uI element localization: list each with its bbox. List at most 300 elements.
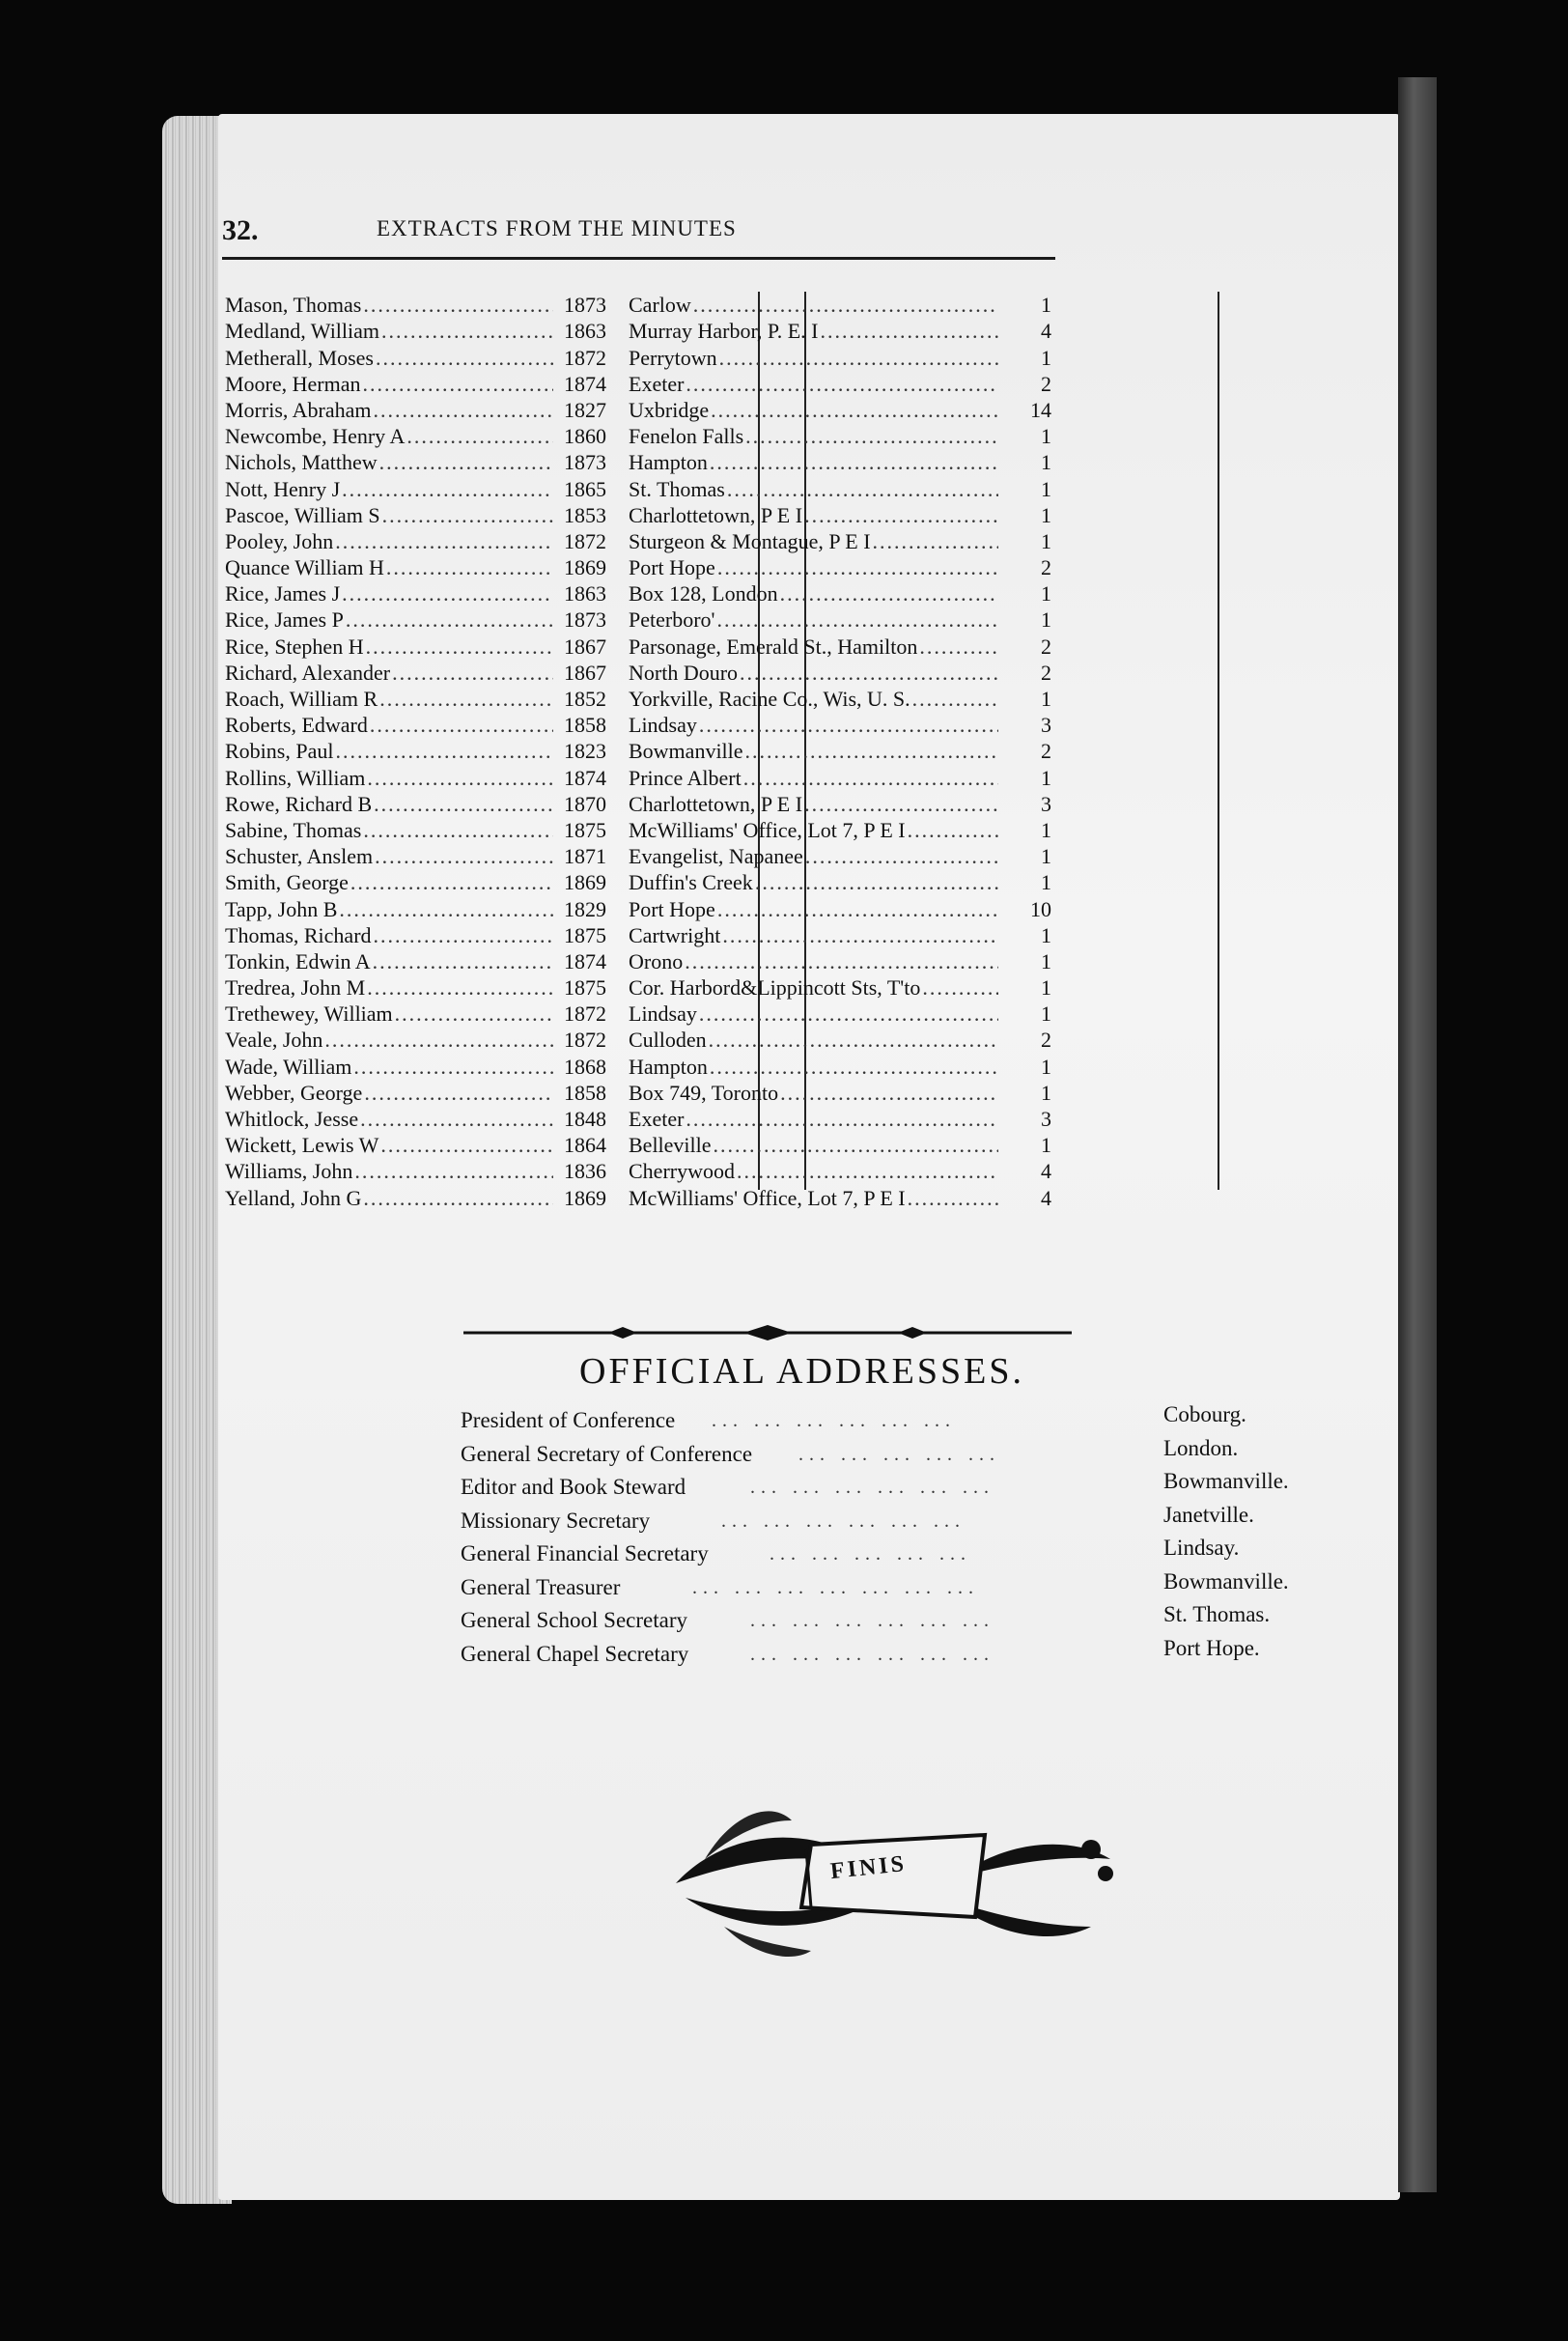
address-cell [617, 792, 998, 817]
official-role: General School Secretary [461, 1608, 688, 1632]
year: 1829 [564, 896, 606, 921]
address-cell [617, 687, 998, 712]
count: 1 [1041, 293, 1051, 318]
dot-leader [368, 713, 553, 738]
table-row [225, 633, 1065, 659]
address-cell [617, 1028, 998, 1053]
minister-name: Pooley, John [225, 528, 334, 553]
minister-name-cell [225, 1055, 553, 1080]
dot-leader [344, 607, 553, 633]
address-cell [617, 398, 998, 423]
count: 2 [1041, 555, 1051, 580]
year: 1863 [564, 319, 606, 344]
dot-leader [361, 372, 553, 397]
address: Box 749, Toronto [629, 1080, 779, 1105]
table-row [225, 1053, 1065, 1079]
table-row [225, 712, 1065, 738]
address: Cherrywood [629, 1159, 735, 1184]
year: 1873 [564, 607, 606, 633]
count: 1 [1041, 424, 1051, 449]
dot-leader [361, 818, 553, 843]
dot-leader [333, 529, 553, 554]
official-place: Cobourg. [1163, 1402, 1246, 1426]
address: Bowmanville [629, 739, 743, 764]
year: 1848 [564, 1107, 606, 1131]
address: Port Hope [629, 896, 715, 921]
dot-leader [743, 739, 998, 764]
year: 1875 [564, 922, 606, 947]
official-place: Bowmanville. [1163, 1568, 1289, 1594]
minister-name: Rollins, William [225, 765, 366, 790]
address-cell [617, 766, 998, 791]
address-cell [617, 1001, 998, 1027]
address: Uxbridge [629, 397, 710, 422]
table-row [225, 791, 1065, 817]
dot-leader [349, 870, 553, 895]
address: Carlow [629, 293, 691, 318]
address-cell [617, 923, 998, 948]
table-row [225, 922, 1065, 948]
dot-leader [725, 477, 998, 502]
address: Murray Harbor, P. E. I [629, 319, 819, 344]
minister-name-cell [225, 1081, 553, 1106]
dot-leader [708, 450, 998, 475]
address: Fenelon Falls [629, 424, 744, 449]
count: 1 [1041, 765, 1051, 790]
count: 1 [1041, 870, 1051, 895]
minister-name-cell [225, 372, 553, 397]
address: Prince Albert [629, 765, 742, 790]
address: Port Hope [629, 555, 715, 580]
header-rule [222, 257, 1055, 260]
year: 1872 [564, 345, 606, 370]
official-role: President of Conference [461, 1408, 676, 1432]
ornamental-divider [454, 1323, 1081, 1342]
address-cell [617, 975, 998, 1001]
year: 1869 [564, 1185, 606, 1210]
dot-leader: ... ... ... ... ... ... [750, 1477, 994, 1498]
page-header [222, 214, 840, 263]
year: 1864 [564, 1133, 606, 1158]
official-place: St. Thomas. [1163, 1602, 1271, 1626]
count: 1 [1041, 922, 1051, 947]
year: 1869 [564, 555, 606, 580]
address-cell [617, 581, 998, 606]
address-cell [617, 555, 998, 580]
minister-name: Whitlock, Jesse [225, 1107, 359, 1131]
dot-leader [720, 923, 998, 948]
table-row [225, 502, 1065, 528]
count: 1 [1041, 476, 1051, 501]
dot-leader [717, 346, 998, 371]
address: Sturgeon & Montague, P E I [629, 528, 871, 553]
minister-name: Thomas, Richard [225, 922, 372, 947]
dot-leader [803, 844, 998, 869]
official-addresses-title: OFFICIAL ADDRESSES. [579, 1351, 1025, 1392]
official-place: Port Hope. [1163, 1635, 1260, 1660]
address: Orono [629, 948, 684, 973]
dot-leader [906, 1186, 998, 1211]
dot-leader [709, 398, 998, 423]
address: Evangelist, Napanee [629, 844, 803, 869]
table-row [225, 974, 1065, 1001]
minister-name: Moore, Herman [225, 371, 361, 396]
address-cell [617, 477, 998, 502]
table-row [225, 1158, 1065, 1184]
count: 1 [1041, 975, 1051, 1001]
finis-label: FINIS [828, 1850, 909, 1885]
dot-leader [920, 975, 998, 1001]
table-row [225, 554, 1065, 580]
table-row [225, 397, 1065, 423]
address-cell [617, 739, 998, 764]
address: Peterboro' [629, 607, 715, 633]
address-cell [617, 372, 998, 397]
dot-leader [358, 1107, 553, 1132]
count: 2 [1041, 1028, 1051, 1053]
dot-leader [352, 1159, 553, 1184]
year: 1827 [564, 397, 606, 422]
address-cell [617, 1081, 998, 1106]
count: 1 [1041, 528, 1051, 553]
dot-leader [340, 581, 553, 606]
dot-leader [738, 661, 998, 686]
count: 4 [1041, 319, 1051, 344]
minister-name: Williams, John [225, 1159, 353, 1184]
minister-name: Roach, William R [225, 687, 378, 711]
address: McWilliams' Office, Lot 7, P E I [629, 817, 906, 842]
dot-leader [364, 635, 553, 660]
dot-leader [917, 635, 998, 660]
count: 1 [1041, 1133, 1051, 1158]
dot-leader [365, 975, 553, 1001]
address-cell [617, 661, 998, 686]
address-cell [617, 713, 998, 738]
dot-leader: ... ... ... ... ... ... ... [692, 1576, 979, 1598]
minister-name: Rice, James P [225, 607, 344, 633]
minister-name-cell [225, 661, 553, 686]
dot-leader [405, 424, 553, 449]
address: Belleville [629, 1133, 712, 1158]
dot-leader [910, 687, 998, 712]
minister-name-cell [225, 424, 553, 449]
official-role: Missionary Secretary [461, 1508, 651, 1533]
official-role: General Treasurer [461, 1574, 621, 1599]
dot-leader [333, 739, 553, 764]
year: 1852 [564, 687, 606, 711]
table-row [225, 1027, 1065, 1053]
year: 1836 [564, 1159, 606, 1184]
dot-leader [365, 766, 553, 791]
count: 4 [1041, 1185, 1051, 1210]
dot-leader [691, 293, 998, 318]
dot-leader: ... ... ... ... ... [798, 1443, 1000, 1465]
minister-name-cell [225, 555, 553, 580]
address-cell [617, 844, 998, 869]
dot-leader [906, 818, 998, 843]
address-cell [617, 818, 998, 843]
count: 1 [1041, 817, 1051, 842]
table-row [225, 475, 1065, 501]
minister-name-cell [225, 923, 553, 948]
dot-leader [378, 1133, 553, 1158]
count: 3 [1041, 1107, 1051, 1131]
minister-name: Trethewey, William [225, 1001, 393, 1027]
table-row [225, 1132, 1065, 1158]
address: Perrytown [629, 345, 717, 370]
minister-name-cell [225, 897, 553, 922]
address-cell [617, 1055, 998, 1080]
address-cell [617, 607, 998, 633]
dot-leader [802, 503, 998, 528]
official-addresses-list [461, 1402, 1339, 1675]
minister-name-cell [225, 1107, 553, 1132]
dot-leader [743, 424, 998, 449]
dot-leader [351, 1055, 553, 1080]
dot-leader [373, 844, 553, 869]
minister-name: Schuster, Anslem [225, 844, 374, 869]
table-row [225, 449, 1065, 475]
dot-leader [715, 607, 999, 633]
year: 1874 [564, 371, 606, 396]
table-row [225, 764, 1065, 790]
minister-name: Wickett, Lewis W [225, 1133, 379, 1158]
minister-name: Nichols, Matthew [225, 450, 378, 475]
dot-leader [742, 766, 998, 791]
minister-name-cell [225, 739, 553, 764]
dot-leader [735, 1159, 998, 1184]
minister-name: Smith, George [225, 870, 349, 895]
dot-leader [322, 1028, 553, 1053]
address: Lindsay [629, 713, 697, 738]
dot-leader [374, 346, 553, 371]
dot-leader [715, 555, 998, 580]
address-cell [617, 870, 998, 895]
minister-name: Quance William H [225, 555, 384, 580]
table-row [225, 1184, 1065, 1210]
count: 1 [1041, 844, 1051, 869]
year: 1874 [564, 765, 606, 790]
year: 1872 [564, 1001, 606, 1027]
year: 1875 [564, 975, 606, 1001]
minister-name: Richard, Alexander [225, 660, 391, 685]
address-cell [617, 346, 998, 371]
year: 1874 [564, 948, 606, 973]
minister-name: Rice, Stephen H [225, 634, 364, 659]
ministers-table [225, 292, 1065, 1211]
table-row [225, 660, 1065, 686]
dot-leader: ... ... ... ... ... ... [721, 1509, 966, 1532]
minister-name: Yelland, John G [225, 1185, 362, 1210]
year: 1867 [564, 660, 606, 685]
minister-name-cell [225, 844, 553, 869]
minister-name: Sabine, Thomas [225, 817, 362, 842]
dot-leader [818, 319, 998, 344]
table-row [225, 817, 1065, 843]
minister-name-cell [225, 975, 553, 1001]
dot-leader [361, 293, 553, 318]
dot-leader [712, 1133, 998, 1158]
count: 1 [1041, 687, 1051, 711]
table-row [225, 1080, 1065, 1106]
dot-leader [380, 503, 553, 528]
table-row [225, 344, 1065, 370]
dot-leader [871, 529, 998, 554]
address: Duffin's Creek [629, 870, 753, 895]
address-cell [617, 450, 998, 475]
address: Exeter [629, 371, 685, 396]
address: Culloden [629, 1028, 707, 1053]
dot-leader: ... ... ... ... ... ... [750, 1643, 994, 1665]
address-cell [617, 635, 998, 660]
table-row [225, 686, 1065, 712]
official-role: Editor and Book Steward [461, 1475, 686, 1499]
minister-name-cell [225, 1159, 553, 1184]
count: 1 [1041, 948, 1051, 973]
minister-name: Rice, James J [225, 581, 341, 606]
column-rule [1218, 292, 1219, 1190]
table-row [225, 371, 1065, 397]
year: 1875 [564, 817, 606, 842]
minister-name: Veale, John [225, 1028, 323, 1053]
count: 2 [1041, 634, 1051, 659]
dot-leader [340, 477, 553, 502]
dot-leader [361, 1186, 553, 1211]
count: 4 [1041, 1159, 1051, 1184]
minister-name: Tapp, John B [225, 896, 338, 921]
minister-name: Roberts, Edward [225, 713, 368, 738]
address-cell [617, 1107, 998, 1132]
dot-leader [384, 555, 553, 580]
minister-name-cell [225, 346, 553, 371]
minister-name-cell [225, 503, 553, 528]
minister-name-cell [225, 635, 553, 660]
address: McWilliams' Office, Lot 7, P E I [629, 1185, 906, 1210]
count: 3 [1041, 713, 1051, 738]
address: Box 128, London [629, 581, 778, 606]
table-row [225, 1001, 1065, 1027]
dot-leader [684, 1107, 998, 1132]
address: Hampton [629, 1054, 708, 1079]
dot-leader [715, 897, 998, 922]
address: Parsonage, Emerald St., Hamilton [629, 634, 918, 659]
dot-leader [372, 398, 553, 423]
address-cell [617, 1133, 998, 1158]
dot-leader [753, 870, 998, 895]
official-place: Janetville. [1163, 1502, 1254, 1527]
minister-name-cell [225, 477, 553, 502]
dot-leader [390, 661, 553, 686]
year: 1853 [564, 502, 606, 527]
year: 1873 [564, 450, 606, 475]
count: 1 [1041, 1080, 1051, 1105]
minister-name: Newcombe, Henry A [225, 424, 406, 449]
year: 1865 [564, 476, 606, 501]
address: Yorkville, Racine Co., Wis, U. S. [629, 687, 910, 711]
address: Charlottetown, P E I [629, 791, 803, 816]
table-row [225, 843, 1065, 869]
minister-name-cell [225, 293, 553, 318]
minister-name: Nott, Henry J [225, 476, 341, 501]
minister-name-cell [225, 870, 553, 895]
year: 1860 [564, 424, 606, 449]
year: 1873 [564, 293, 606, 318]
dot-leader [778, 1081, 998, 1106]
year: 1872 [564, 1028, 606, 1053]
minister-name-cell [225, 1028, 553, 1053]
dot-leader [378, 450, 553, 475]
year: 1867 [564, 634, 606, 659]
dot-leader [337, 897, 553, 922]
official-role: General Chapel Secretary [461, 1641, 689, 1666]
minister-name-cell [225, 319, 553, 344]
binding-strip [1398, 77, 1437, 2192]
official-role: General Secretary of Conference [461, 1441, 753, 1466]
table-row [225, 738, 1065, 764]
dot-leader [697, 1001, 998, 1027]
table-row [225, 528, 1065, 554]
dot-leader [697, 713, 998, 738]
year: 1870 [564, 791, 606, 816]
minister-name: Wade, William [225, 1054, 352, 1079]
table-row [225, 869, 1065, 895]
table-row [225, 895, 1065, 921]
minister-name: Pascoe, William S [225, 502, 380, 527]
minister-name: Webber, George [225, 1080, 363, 1105]
address: St. Thomas [629, 476, 725, 501]
count: 2 [1041, 660, 1051, 685]
official-place: London. [1163, 1435, 1239, 1460]
dot-leader [362, 1081, 553, 1106]
count: 1 [1041, 607, 1051, 633]
count: 10 [1030, 896, 1051, 921]
count: 1 [1041, 1001, 1051, 1027]
count: 1 [1041, 1054, 1051, 1079]
minister-name: Robins, Paul [225, 739, 334, 764]
dot-leader [378, 687, 553, 712]
address: Charlottetown, P E I [629, 502, 803, 527]
dot-leader [372, 923, 553, 948]
minister-name-cell [225, 792, 553, 817]
minister-name: Tredrea, John M [225, 975, 366, 1001]
year: 1872 [564, 528, 606, 553]
dot-leader [778, 581, 998, 606]
address-cell [617, 897, 998, 922]
minister-name-cell [225, 581, 553, 606]
running-title: EXTRACTS FROM THE MINUTES [377, 216, 737, 240]
official-role: General Financial Secretary [461, 1541, 709, 1565]
dot-leader [393, 1001, 553, 1027]
address-cell [617, 529, 998, 554]
minister-name-cell [225, 713, 553, 738]
dot-leader [684, 372, 998, 397]
table-row [225, 1106, 1065, 1132]
year: 1858 [564, 1080, 606, 1105]
count: 14 [1030, 397, 1051, 422]
minister-name-cell [225, 529, 553, 554]
year: 1869 [564, 870, 606, 895]
minister-name-cell [225, 1133, 553, 1158]
minister-name: Medland, William [225, 319, 380, 344]
minister-name: Tonkin, Edwin A [225, 948, 371, 973]
year: 1863 [564, 581, 606, 606]
table-row [225, 423, 1065, 449]
table-row [225, 606, 1065, 633]
dot-leader: ... ... ... ... ... ... [750, 1610, 994, 1631]
table-row [225, 580, 1065, 606]
page-number: 32. [222, 214, 259, 246]
address: Cor. Harbord&Lippincott Sts, T'to [629, 975, 921, 1001]
